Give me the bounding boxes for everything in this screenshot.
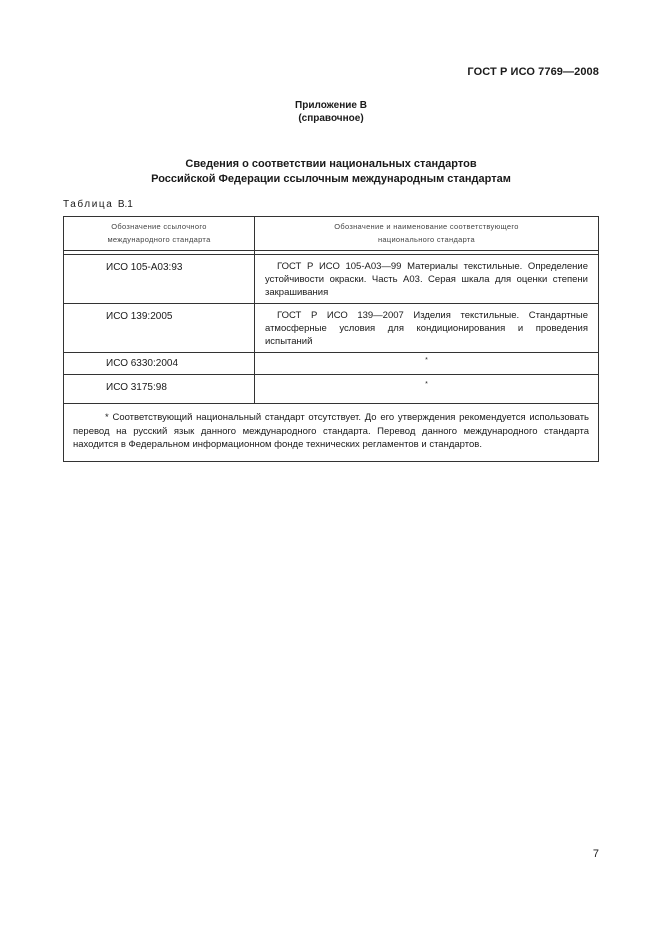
header-col2-line1: Обозначение и наименование соответствующего <box>334 222 519 231</box>
national-standard-text: ГОСТ Р ИСО 139—2007 Изделия текстильные. Стандартные атмосферные условия для кондиционирования и проведения испытаний <box>265 310 588 347</box>
header-col2-line2: национального стандарта <box>377 235 476 244</box>
appendix-kind: (справочное) <box>298 113 364 124</box>
table-row <box>64 353 599 375</box>
table-row <box>64 375 599 404</box>
national-standard-cell <box>255 255 599 304</box>
footnote-text: * Соответствующий национальный стандарт отсутствует. До его утверждения рекомендуется использовать перевод на русский язык данного международного стандарта. Перевод данного международного стандарта находится в Федеральном информационном фонде технических регламентов и стандартов. <box>73 412 589 450</box>
national-standard-cell: * <box>255 375 599 404</box>
appendix-heading <box>0 99 662 125</box>
table-row <box>64 255 599 304</box>
table-header-row <box>64 217 599 251</box>
national-standard-cell <box>255 304 599 353</box>
reference-table <box>63 216 599 462</box>
table-footnote <box>64 404 599 462</box>
iso-standard-cell: ИСО 139:2005 <box>64 304 255 353</box>
section-title-line1: Сведения о соответствии национальных стандартов <box>185 158 477 170</box>
header-cell-international <box>64 217 255 251</box>
section-title-line2: Российской Федерации ссылочным международным стандартам <box>151 173 511 185</box>
appendix-title: Приложение В <box>295 100 367 111</box>
national-standard-cell: * <box>255 353 599 375</box>
table-label-word: Таблица <box>63 199 114 210</box>
header-col1-line1: Обозначение ссылочного <box>111 222 207 231</box>
table-row <box>64 304 599 353</box>
iso-standard-cell: ИСО 6330:2004 <box>64 353 255 375</box>
document-code: ГОСТ Р ИСО 7769—2008 <box>467 66 599 78</box>
header-cell-national <box>255 217 599 251</box>
page-number: 7 <box>592 848 599 860</box>
table-label <box>63 199 133 210</box>
table-number: В.1 <box>117 199 133 210</box>
iso-standard-cell: ИСО 105-А03:93 <box>64 255 255 304</box>
iso-standard-cell: ИСО 3175:98 <box>64 375 255 404</box>
section-title <box>0 157 662 187</box>
table-footnote-row <box>64 404 599 462</box>
header-col1-line2: международного стандарта <box>107 235 211 244</box>
national-standard-text: ГОСТ Р ИСО 105-А03—99 Материалы текстильные. Определение устойчивости окраски. Часть А03. Серая шкала для оценки степени закрашивания <box>265 261 588 298</box>
